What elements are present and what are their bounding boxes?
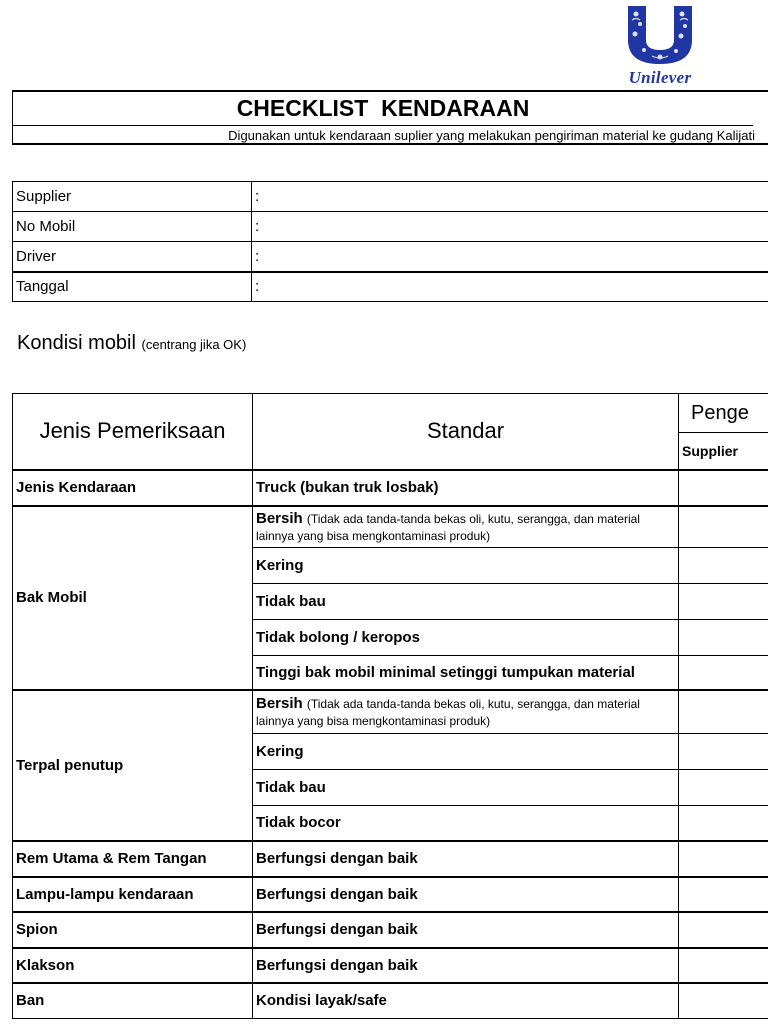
header-pengecekan: Penge (679, 394, 768, 433)
table-row (13, 841, 768, 877)
standar-cell: Kering (253, 548, 679, 584)
check-cell[interactable] (679, 690, 768, 734)
check-cell[interactable] (679, 506, 768, 548)
standar-cell: Berfungsi dengan baik (253, 841, 679, 877)
unilever-logo (612, 4, 708, 94)
table-row (13, 983, 768, 1019)
section-title: Kondisi mobil (17, 332, 136, 354)
check-cell[interactable] (679, 770, 768, 806)
check-cell[interactable] (679, 656, 768, 690)
unilever-u-emblem-icon (624, 4, 696, 66)
info-row-tanggal (13, 272, 768, 302)
jenis-cell: Spion (13, 912, 253, 948)
standar-cell: Tidak bocor (253, 806, 679, 841)
title-box (12, 90, 768, 145)
jenis-cell: Terpal penutup (13, 690, 253, 841)
standar-note: (Tidak ada tanda-tanda bekas oli, kutu, serangga, dan material lainnya yang bisa mengkontaminasi produk) (256, 511, 640, 543)
info-row-driver (13, 242, 768, 272)
info-label: No Mobil (13, 212, 252, 242)
info-value[interactable]: : (252, 242, 768, 272)
header-jenis: Jenis Pemeriksaan (13, 394, 253, 470)
check-cell[interactable] (679, 983, 768, 1019)
standar-cell: Tidak bau (253, 584, 679, 620)
standar-cell: Tinggi bak mobil minimal setinggi tumpukan material (253, 656, 679, 690)
table-row (13, 470, 768, 506)
standar-cell: Berfungsi dengan baik (253, 877, 679, 912)
check-cell[interactable] (679, 948, 768, 983)
standar-cell: Tidak bau (253, 770, 679, 806)
check-cell[interactable] (679, 877, 768, 912)
check-cell[interactable] (679, 584, 768, 620)
page-title: CHECKLIST KENDARAAN (13, 92, 753, 126)
table-row (13, 948, 768, 983)
check-cell[interactable] (679, 548, 768, 584)
info-label: Tanggal (13, 272, 252, 302)
logo-wordmark: Unilever (628, 68, 692, 87)
info-label: Driver (13, 242, 252, 272)
jenis-cell: Rem Utama & Rem Tangan (13, 841, 253, 877)
table-row (13, 690, 768, 734)
check-cell[interactable] (679, 734, 768, 770)
check-cell[interactable] (679, 841, 768, 877)
standar-cell: Kondisi layak/safe (253, 983, 679, 1019)
section-note: (centrang jika OK) (141, 337, 247, 352)
standar-label: Bersih (256, 509, 303, 527)
table-row (13, 506, 768, 548)
jenis-cell: Bak Mobil (13, 506, 253, 690)
jenis-cell: Klakson (13, 948, 253, 983)
jenis-cell: Lampu-lampu kendaraan (13, 877, 253, 912)
section-heading (17, 332, 246, 355)
standar-cell (253, 690, 679, 734)
header-standar: Standar (253, 394, 679, 470)
info-table (12, 181, 768, 302)
header-supplier: Supplier (679, 433, 768, 470)
info-row-supplier (13, 182, 768, 212)
standar-cell: Tidak bolong / keropos (253, 620, 679, 656)
check-cell[interactable] (679, 470, 768, 506)
page-subtitle: Digunakan untuk kendaraan suplier yang melakukan pengiriman material ke gudang Kalijati (228, 128, 755, 143)
table-row (13, 877, 768, 912)
jenis-cell: Jenis Kendaraan (13, 470, 253, 506)
check-cell[interactable] (679, 620, 768, 656)
info-value[interactable]: : (252, 182, 768, 212)
standar-note: (Tidak ada tanda-tanda bekas oli, kutu, serangga, dan material lainnya yang bisa mengkontaminasi produk) (256, 696, 640, 728)
info-label: Supplier (13, 182, 252, 212)
jenis-cell: Ban (13, 983, 253, 1019)
check-cell[interactable] (679, 912, 768, 948)
check-cell[interactable] (679, 806, 768, 841)
standar-label: Bersih (256, 694, 303, 712)
standar-cell: Kering (253, 734, 679, 770)
info-value[interactable]: : (252, 272, 768, 302)
checklist-table (12, 393, 768, 1019)
info-value[interactable]: : (252, 212, 768, 242)
standar-cell: Berfungsi dengan baik (253, 948, 679, 983)
standar-cell (253, 506, 679, 548)
info-row-no-mobil (13, 212, 768, 242)
header-row (13, 394, 768, 433)
standar-cell: Truck (bukan truk losbak) (253, 470, 679, 506)
table-row (13, 912, 768, 948)
standar-cell: Berfungsi dengan baik (253, 912, 679, 948)
